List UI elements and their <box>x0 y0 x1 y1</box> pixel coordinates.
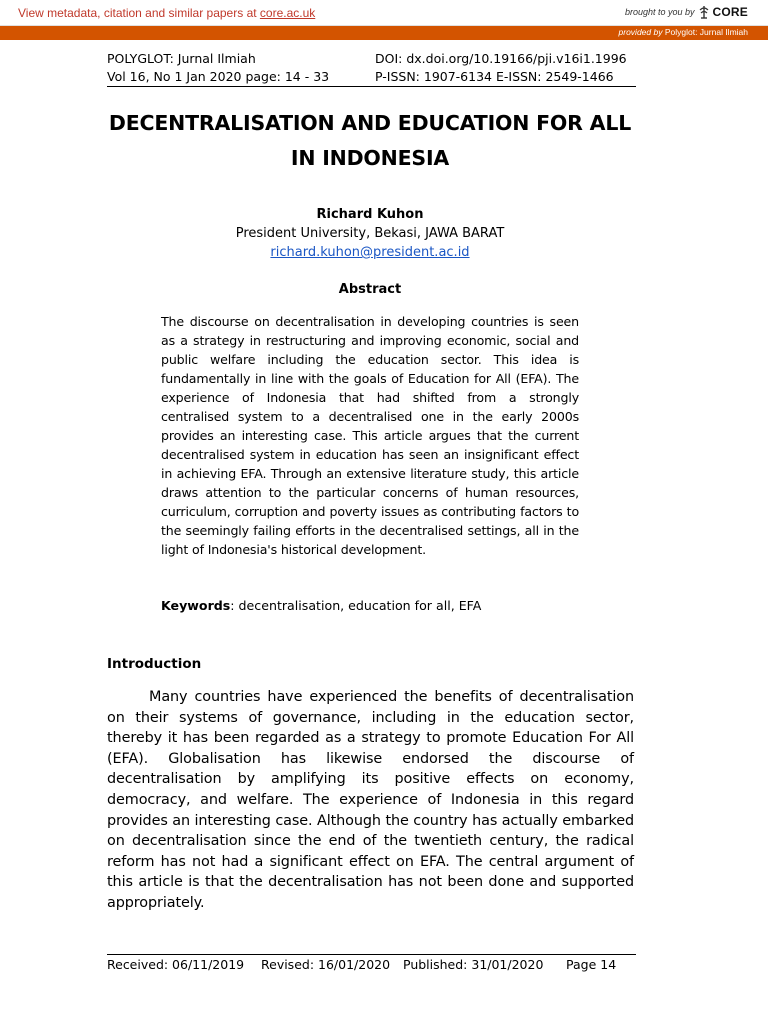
core-provided-bar <box>0 26 768 40</box>
author-email-link[interactable]: richard.kuhon@president.ac.id <box>270 245 470 260</box>
core-banner <box>0 0 768 40</box>
core-link-prefix: View metadata, citation and similar papers at <box>18 6 260 20</box>
provided-by-text <box>619 27 748 37</box>
journal-name: POLYGLOT: Jurnal Ilmiah <box>107 51 256 66</box>
core-label: CORE <box>712 5 748 19</box>
footer-divider <box>107 954 636 955</box>
core-metadata-text <box>18 6 315 20</box>
author-affiliation: President University, Bekasi, JAWA BARAT <box>235 226 505 241</box>
core-link[interactable]: core.ac.uk <box>259 6 316 20</box>
core-logo-icon <box>698 5 710 19</box>
footer-published: Published: 31/01/2020 <box>403 957 544 972</box>
core-brought-by[interactable] <box>625 5 748 19</box>
introduction-text: Many countries have experienced the benefits of decentralisation on their systems of governance, including in the education sector, thereby it has been regarded as a strategy to promote Education For All (EFA). Globalisation has likewise endorsed the discourse of decentralisation by amplifying its positive effects on economy, democracy, and welfare. The experience of Indonesia in this regard provides an interesting case. Although the country has actually embarked on decentralisation since the end of the twentieth century, the radical reform has not had a significant effect on EFA. The central argument of this article is that the decentralisation has not been done and supported appropriately. <box>107 689 634 911</box>
brought-to-you-text: brought to you by <box>624 7 695 17</box>
core-banner-top <box>0 0 768 26</box>
footer-received: Received: 06/11/2019 <box>107 957 245 972</box>
header-divider <box>107 86 636 87</box>
abstract-text: The discourse on decentralisation in developing countries is seen as a strategy in restructuring and improving economic, social and public welfare including the education sector. This idea is fundamentally in line with the goals of Education for All (EFA). The experience of Indonesia that had shifted from a strongly centralised system to a decentralised one in the early 2000s provides an interesting case. This article argues that the current decentralised system in education has seen an insignificant effect in achieving EFA. Through an extensive literature study, this article draws attention to the particular concerns of human resources, curriculum, corruption and poverty issues as contributing factors to the seemingly failing efforts in the decentralised settings, all in the light of Indonesia's historical development. <box>161 314 579 557</box>
keywords <box>161 596 579 615</box>
journal-volume: Vol 16, No 1 Jan 2020 page: 14 - 33 <box>107 69 330 84</box>
keywords-label: Keywords <box>161 598 231 613</box>
footer-revised: Revised: 16/01/2020 <box>261 957 391 972</box>
title-line-2: IN INDONESIA <box>290 146 450 170</box>
footer-page-number: Page 14 <box>566 957 617 972</box>
author-block <box>100 205 640 262</box>
journal-identifiers <box>375 50 627 86</box>
author-name: Richard Kuhon <box>316 207 424 222</box>
journal-info <box>107 50 329 86</box>
provided-source[interactable]: Polyglot: Jurnal Ilmiah <box>664 27 748 37</box>
keywords-text: : decentralisation, education for all, EFA <box>230 598 482 613</box>
journal-doi: DOI: dx.doi.org/10.19166/pji.v16i1.1996 <box>375 51 627 66</box>
journal-issn: P-ISSN: 1907-6134 E-ISSN: 2549-1466 <box>375 69 614 84</box>
title-line-1: DECENTRALISATION AND EDUCATION FOR ALL <box>108 111 632 135</box>
provided-prefix: provided by <box>618 27 663 37</box>
abstract-heading: Abstract <box>338 282 402 297</box>
paper-title <box>100 106 640 176</box>
introduction-heading: Introduction <box>107 656 202 672</box>
